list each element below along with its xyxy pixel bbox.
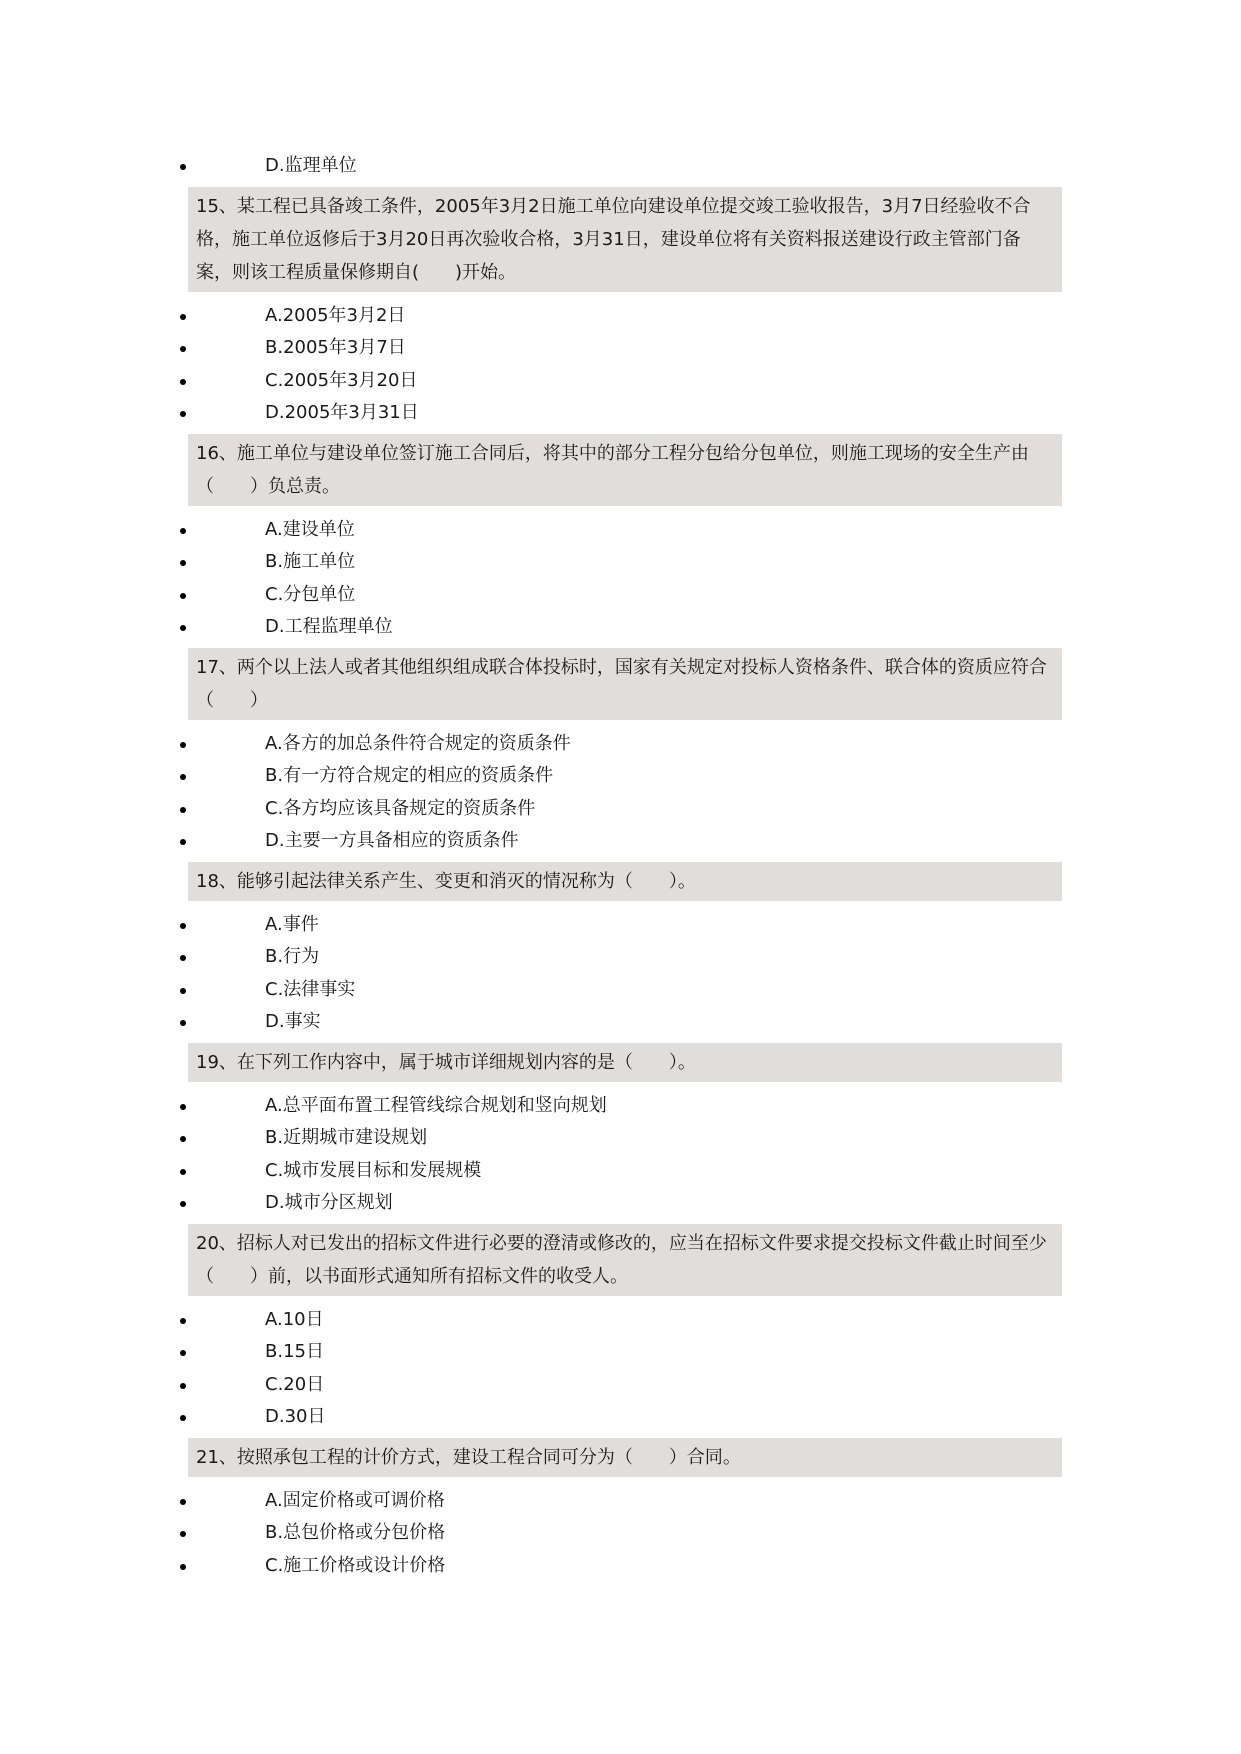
option-item <box>178 941 1070 974</box>
bullet-icon <box>180 411 186 417</box>
question-block <box>178 1438 1070 1583</box>
option-text: A.各方的加总条件符合规定的资质条件 <box>265 732 571 754</box>
option-item <box>178 1401 1070 1434</box>
option-item <box>178 1304 1070 1337</box>
option-text: B.行为 <box>265 946 320 967</box>
bullet-icon <box>180 346 186 352</box>
bullet-icon <box>180 955 186 961</box>
option-item <box>178 1187 1070 1220</box>
option-text: A.固定价格或可调价格 <box>265 1489 445 1511</box>
bullet-icon <box>180 625 186 631</box>
question-text: 17、两个以上法人或者其他组织组成联合体投标时，国家有关规定对投标人资格条件、联合体的资质应符合（ ） <box>188 648 1062 720</box>
question-text: 19、在下列工作内容中，属于城市详细规划内容的是（ ）。 <box>188 1043 1062 1082</box>
option-item <box>178 909 1070 942</box>
option-text: D.2005年3月31日 <box>265 402 419 423</box>
option-item <box>178 514 1070 547</box>
option-text: B.施工单位 <box>265 551 356 572</box>
option-item <box>178 1155 1070 1188</box>
option-item <box>178 760 1070 793</box>
question-block <box>178 648 1070 858</box>
bullet-icon <box>180 1383 186 1389</box>
bullet-icon <box>180 379 186 385</box>
option-text: B.有一方符合规定的相应的资质条件 <box>265 765 554 786</box>
option-item <box>178 825 1070 858</box>
option-list <box>178 1485 1070 1583</box>
option-text: B.总包价格或分包价格 <box>265 1522 446 1543</box>
question-text: 16、施工单位与建设单位签订施工合同后，将其中的部分工程分包给分包单位，则施工现场的安全生产由（ ）负总责。 <box>188 434 1062 506</box>
question-block <box>178 1224 1070 1434</box>
option-item <box>178 1122 1070 1155</box>
option-text: D.工程监理单位 <box>265 616 393 637</box>
option-text: D.事实 <box>265 1011 321 1032</box>
option-text: C.20日 <box>265 1373 325 1395</box>
option-item <box>178 1006 1070 1039</box>
option-item <box>178 1369 1070 1402</box>
question-block <box>178 434 1070 644</box>
option-text: A.事件 <box>265 913 319 935</box>
option-text: C.分包单位 <box>265 583 356 605</box>
option-text: B.15日 <box>265 1341 324 1362</box>
bullet-icon <box>180 1020 186 1026</box>
question-list <box>178 150 1070 1586</box>
bullet-icon <box>180 164 186 170</box>
option-text: A.10日 <box>265 1308 324 1330</box>
bullet-icon <box>180 593 186 599</box>
question-text: 20、招标人对已发出的招标文件进行必要的澄清或修改的，应当在招标文件要求提交投标文件截止时间至少（ ）前，以书面形式通知所有招标文件的收受人。 <box>188 1224 1062 1296</box>
bullet-icon <box>180 923 186 929</box>
option-item <box>178 365 1070 398</box>
option-list <box>178 300 1070 430</box>
option-text: A.2005年3月2日 <box>265 304 406 326</box>
option-item <box>178 611 1070 644</box>
option-list <box>178 728 1070 858</box>
lead-option-list <box>178 150 1070 183</box>
bullet-icon <box>180 314 186 320</box>
option-text: C.2005年3月20日 <box>265 369 418 391</box>
option-text: D.30日 <box>265 1406 326 1427</box>
bullet-icon <box>180 528 186 534</box>
bullet-icon <box>180 1531 186 1537</box>
option-item <box>178 300 1070 333</box>
option-text: D.监理单位 <box>265 155 357 176</box>
option-item <box>178 546 1070 579</box>
option-list <box>178 1304 1070 1434</box>
option-text: C.城市发展目标和发展规模 <box>265 1159 482 1181</box>
bullet-icon <box>180 1104 186 1110</box>
option-text: D.城市分区规划 <box>265 1192 393 1213</box>
option-text: C.各方均应该具备规定的资质条件 <box>265 797 536 819</box>
option-list <box>178 514 1070 644</box>
option-text: D.主要一方具备相应的资质条件 <box>265 830 519 851</box>
bullet-icon <box>180 742 186 748</box>
bullet-icon <box>180 1136 186 1142</box>
bullet-icon <box>180 1169 186 1175</box>
question-text: 18、能够引起法律关系产生、变更和消灭的情况称为（ ）。 <box>188 862 1062 901</box>
option-item <box>178 150 1070 183</box>
question-block <box>178 862 1070 1039</box>
bullet-icon <box>180 988 186 994</box>
option-text: B.近期城市建设规划 <box>265 1127 428 1148</box>
option-item <box>178 1485 1070 1518</box>
option-item <box>178 397 1070 430</box>
option-text: B.2005年3月7日 <box>265 337 406 358</box>
option-text: C.施工价格或设计价格 <box>265 1554 446 1576</box>
bullet-icon <box>180 1350 186 1356</box>
bullet-icon <box>180 1415 186 1421</box>
bullet-icon <box>180 774 186 780</box>
bullet-icon <box>180 839 186 845</box>
bullet-icon <box>180 1564 186 1570</box>
option-item <box>178 579 1070 612</box>
question-text: 21、按照承包工程的计价方式，建设工程合同可分为（ ）合同。 <box>188 1438 1062 1477</box>
option-item <box>178 1517 1070 1550</box>
option-item <box>178 1090 1070 1123</box>
option-item <box>178 793 1070 826</box>
question-block <box>178 187 1070 430</box>
bullet-icon <box>180 1499 186 1505</box>
option-list <box>178 909 1070 1039</box>
option-item <box>178 728 1070 761</box>
option-text: A.总平面布置工程管线综合规划和竖向规划 <box>265 1094 607 1116</box>
question-text: 15、某工程已具备竣工条件，2005年3月2日施工单位向建设单位提交竣工验收报告，3月7日经验收不合格，施工单位返修后于3月20日再次验收合格，3月31日，建设单位将有关资料报送建设行政主管部门备案，则该工程质量保修期自( )开始。 <box>188 187 1062 292</box>
option-item <box>178 974 1070 1007</box>
option-text: A.建设单位 <box>265 518 355 540</box>
option-item <box>178 1550 1070 1583</box>
bullet-icon <box>180 560 186 566</box>
option-item <box>178 1336 1070 1369</box>
question-block <box>178 1043 1070 1220</box>
bullet-icon <box>180 1201 186 1207</box>
option-list <box>178 1090 1070 1220</box>
bullet-icon <box>180 1318 186 1324</box>
bullet-icon <box>180 807 186 813</box>
option-item <box>178 332 1070 365</box>
option-text: C.法律事实 <box>265 978 356 1000</box>
